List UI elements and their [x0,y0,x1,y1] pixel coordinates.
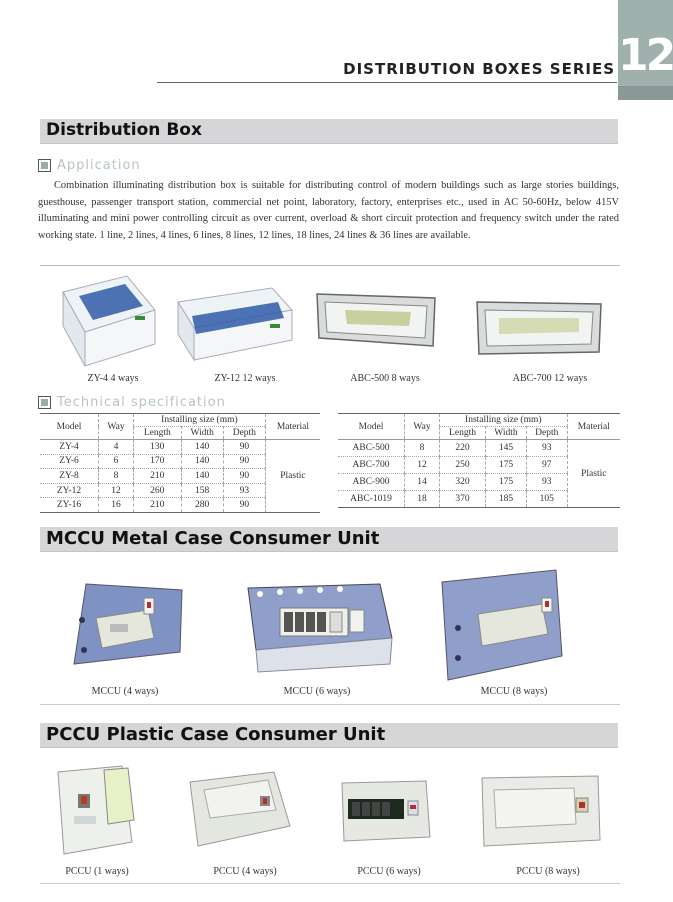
tech-spec-heading [38,395,226,410]
cell-width: 185 [486,491,527,508]
spec-table-right [338,413,620,508]
application-heading [38,158,141,173]
cell-depth: 90 [223,469,265,484]
col-width: Width [181,427,223,440]
col-way: Way [405,414,440,440]
mccu-8-caption: MCCU (8 ways) [480,686,548,697]
col-material: Material [265,414,320,440]
pccu-1-image [52,764,142,859]
col-installing-size: Installing size (mm) [440,414,568,427]
cell-model: ABC-700 [338,457,405,474]
divider [40,704,620,705]
cell-material: Plastic [265,440,320,513]
mccu-6-caption: MCCU (6 ways) [283,686,351,697]
pccu-bar [40,723,618,748]
pccu-6-caption: PCCU (6 ways) [357,866,421,877]
cell-width: 158 [181,483,223,498]
table-row [40,440,320,455]
col-material: Material [567,414,620,440]
cell-depth: 93 [526,440,567,457]
cell-way: 14 [405,474,440,491]
cell-width: 175 [486,474,527,491]
cell-material: Plastic [567,440,620,508]
cell-depth: 90 [223,498,265,513]
pccu-title: PCCU Plastic Case Consumer Unit [46,724,386,745]
cell-length: 210 [134,498,182,513]
application-heading-text: Application [57,158,141,173]
table-row [338,440,620,457]
cell-depth: 90 [223,440,265,455]
col-model: Model [40,414,99,440]
cell-depth: 90 [223,454,265,469]
cell-depth: 105 [526,491,567,508]
series-rule [157,82,617,83]
mccu-bar [40,527,618,552]
abc-700-image [475,298,603,358]
cell-depth: 97 [526,457,567,474]
cell-model: ZY-4 [40,440,99,455]
cell-width: 140 [181,469,223,484]
cell-way: 16 [99,498,134,513]
mccu-4-image [70,580,185,675]
cell-length: 220 [440,440,486,457]
cell-model: ABC-900 [338,474,405,491]
application-paragraph: Combination illuminating distribution box is suitable for distributing control of modern buildings such as large stories buildings, guesthouse, passenger transport station, commercial net point, laboratory, factory, enterprises etc., used in AC 50-60Hz, below 415V illuminating and mini power controlling circuit as over current, overload & short circuit protection and frequency switch under the rated working state. 1 line, 2 lines, 4 lines, 6 lines, 8 lines, 12 lines, 18 lines, 24 lines & 36 lines are available. [38,180,619,241]
cell-length: 170 [134,454,182,469]
cell-way: 6 [99,454,134,469]
col-depth: Depth [526,427,567,440]
series-title: DISTRIBUTION BOXES SERIES [343,60,615,78]
pccu-8-image [478,772,603,850]
cell-way: 18 [405,491,440,508]
cell-length: 130 [134,440,182,455]
col-model: Model [338,414,405,440]
cell-length: 250 [440,457,486,474]
cell-depth: 93 [526,474,567,491]
cell-width: 140 [181,454,223,469]
cell-model: ABC-500 [338,440,405,457]
col-way: Way [99,414,134,440]
pccu-8-caption: PCCU (8 ways) [516,866,580,877]
col-width: Width [486,427,527,440]
cell-model: ABC-1019 [338,491,405,508]
cell-length: 210 [134,469,182,484]
mccu-8-image [438,568,563,683]
bullet-square-icon [38,159,51,172]
abc-700-caption: ABC-700 12 ways [512,373,588,384]
zy-4-caption: ZY-4 4 ways [87,373,139,384]
divider [40,883,620,884]
cell-model: ZY-12 [40,483,99,498]
cell-width: 280 [181,498,223,513]
pccu-4-image [184,766,294,856]
pccu-6-image [338,777,433,845]
cell-way: 4 [99,440,134,455]
mccu-6-image [240,578,395,673]
cell-length: 260 [134,483,182,498]
distribution-box-bar [40,119,618,144]
mccu-4-caption: MCCU (4 ways) [91,686,159,697]
mccu-title: MCCU Metal Case Consumer Unit [46,528,380,549]
cell-length: 370 [440,491,486,508]
tech-spec-heading-text: Technical specification [57,395,226,410]
col-length: Length [134,427,182,440]
bullet-square-icon [38,396,51,409]
abc-500-image [315,290,437,350]
cell-model: ZY-6 [40,454,99,469]
cell-way: 12 [405,457,440,474]
col-installing-size: Installing size (mm) [134,414,266,427]
cell-way: 8 [405,440,440,457]
divider [40,265,620,266]
cell-length: 320 [440,474,486,491]
spec-table-left [40,413,320,513]
zy-12-caption: ZY-12 12 ways [214,373,276,384]
page-tab-band [618,86,673,100]
cell-way: 12 [99,483,134,498]
cell-width: 140 [181,440,223,455]
abc-500-caption: ABC-500 8 ways [350,373,420,384]
cell-model: ZY-16 [40,498,99,513]
col-depth: Depth [223,427,265,440]
col-length: Length [440,427,486,440]
cell-width: 145 [486,440,527,457]
cell-way: 8 [99,469,134,484]
pccu-4-caption: PCCU (4 ways) [213,866,277,877]
cell-model: ZY-8 [40,469,99,484]
pccu-1-caption: PCCU (1 ways) [65,866,129,877]
zy-4-image [55,270,165,370]
page-number: 12 [618,30,673,81]
distribution-box-title: Distribution Box [46,120,202,140]
cell-width: 175 [486,457,527,474]
zy-12-image [172,282,297,367]
cell-depth: 93 [223,483,265,498]
